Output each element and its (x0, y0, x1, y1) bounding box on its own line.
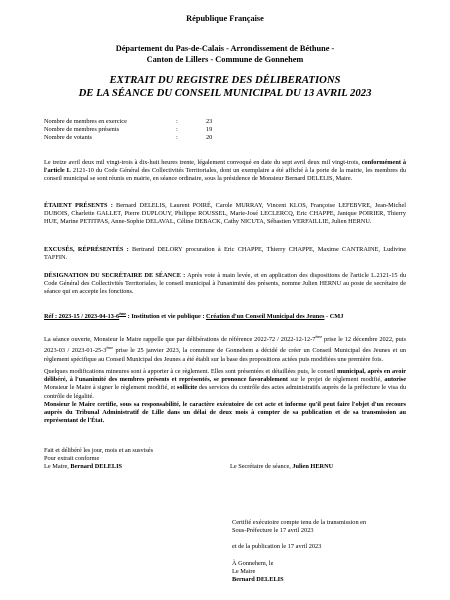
count-label: Nombre de membres en exercice (44, 118, 127, 125)
certificate-place: À Gonnehem, le (232, 559, 274, 567)
decision-text-4: des services du contrôle des actes administratifs auprès de la préfecture le visa du contrôle de légalité. (44, 384, 406, 400)
count-row-present (44, 126, 226, 134)
decision-solicit: sollicite (176, 384, 198, 392)
recall-text-2: prise le 12 décembre 2022, puis 2023-03 / 2023-01-25-3 (44, 336, 406, 355)
count-label: Nombre de votants (44, 134, 92, 141)
reference-line (44, 310, 406, 321)
department-line-2: Canton de Lillers - Commune de Gonnehem (146, 55, 304, 64)
certificate-role: Le Maire (232, 567, 256, 575)
count-separator: : (176, 118, 178, 125)
recall-sup-2: ème (106, 345, 114, 351)
count-value: 23 (206, 118, 213, 125)
recall-text-3: prise le 25 janvier 2023, la commune de Gonnehem a décidé de créer un Conseil Municipal des Jeunes et un règlement spécifique au Conseil Municipal des Jeunes a été établi sur la base des propositions actées puis modifiées une première fois. (44, 347, 406, 363)
secretary-prefix: Le Secrétaire de séance, (230, 463, 293, 470)
excused-paragraph (44, 246, 406, 262)
recall-sup-1: ème (315, 334, 323, 339)
secretary-label: DÉSIGNATION DU SECRÉTAIRE DE SÉANCE : (44, 272, 186, 279)
certificate-signatory: Bernard DELELIS (232, 576, 284, 584)
department-heading (0, 43, 450, 65)
mayor-name: Bernard DELELIS (70, 463, 123, 471)
count-separator: : (176, 126, 178, 133)
executory-certificate (232, 519, 366, 584)
executory-certification: Monsieur le Maire certifie, sous sa responsabilité, le caractère exécutoire de cet acte et informe qu'il peut faire l'objet d'un recours auprès du Tribunal Administratif de Lille dans un délai de deux mois à compter de sa publication et de sa transmission au représentant de l'État. (44, 400, 406, 425)
document-title (0, 74, 450, 100)
intro-text-end: 2121-10 du Code Général des Collectivités Territoriales, dont un exemplaire a été affiché à la porte de la mairie, les membres du conseil municipal se sont réunis en mairie, en séance ordinaire, sous la présidence de Monsieur Bernard DELELIS, Maire. (44, 167, 406, 183)
secretary-text: Après vote à main levée, et en application des dispositions de l'article L.2121-15 du Code Général des Collectivités Territoriales, le conseil municipal à l'unanimité des présents, nomme Julien HERNU au poste de secrétaire de séance qui en accepte les fonctions. (44, 272, 406, 296)
closing-block (44, 447, 153, 472)
title-line-2: DE LA SÉANCE DU CONSEIL MUNICIPAL DU 13 AVRIL 2023 (78, 87, 372, 99)
reference-category: : Institution et vie publique : (126, 313, 207, 321)
member-counts (44, 118, 226, 142)
intro-bold: conformément à l'article L (44, 159, 406, 175)
secretary-name: Julien HERNU (292, 463, 334, 470)
decision-text: Quelques modifications mineures sont à apporter à ce règlement. Elles sont présentées et détaillées puis, le conseil (44, 368, 338, 375)
spacer (232, 535, 366, 543)
intro-paragraph (44, 159, 406, 184)
count-row-voters (44, 134, 226, 142)
decision-text-2: sur le projet de règlement modifié, (288, 376, 385, 384)
secretary-paragraph (44, 272, 406, 297)
certificate-line-3: et de la publication le 17 avril 2023 (232, 543, 322, 551)
spacer (232, 552, 366, 560)
certificate-line-1: Certifié exécutoire compte tenu de la transmission en (232, 519, 367, 526)
count-value: 19 (206, 126, 213, 133)
count-label: Nombre de membres présents (44, 126, 120, 133)
decision-authorise: autorise (384, 376, 406, 384)
presents-paragraph (44, 202, 406, 227)
closing-line-2: Pour extrait conforme (44, 455, 100, 463)
certificate-line-2: Sous-Préfecture le 17 avril 2023 (232, 527, 314, 535)
reference-subject: Création d'un Conseil Municipal des Jeunes (206, 313, 325, 321)
mayor-signature-line (44, 463, 153, 471)
decision-text-3: Monsieur le Maire à signer le règlement modifié, et (44, 384, 177, 392)
presents-label: ÉTAIENT PRÉSENTS : (44, 202, 113, 209)
department-line-1: Département du Pas-de-Calais - Arrondissement de Béthune - (115, 44, 335, 53)
count-separator: : (176, 134, 178, 141)
count-row-in-office (44, 118, 226, 126)
excused-label: EXCUSÉS, RÉPRÉSENTÉS : (44, 246, 129, 253)
republic-heading: République Française (186, 14, 264, 23)
recall-paragraph (44, 333, 406, 364)
secretary-signature-line (230, 463, 333, 470)
reference-number: Réf : 2023-15 / 2023-04-13-6 (44, 313, 120, 321)
reference-sup: ème (119, 311, 127, 316)
count-value: 20 (206, 134, 213, 141)
title-line-1: EXTRAIT DU REGISTRE DES DÉLIBERATIONS (109, 74, 341, 86)
closing-line-1: Fait et délibéré les jour, mois et an susvisés (44, 447, 154, 454)
recall-text: La séance ouverte, Monsieur le Maire rappelle que par délibérations de référence 2022-72 / 2022-12-12-7 (44, 336, 316, 344)
mayor-prefix: Le Maire, (44, 463, 71, 471)
presents-list: Bernard DELELIS, Laurent POIRÉ, Carole MURRAY, Vincent KLOS, Françoise LEFEBVRE, Jean-Michel DUBOIS, Charlette GALLET, Pierre DUPLOUY, Philippe ROUSSEL, Marie-José LECLERCQ, Eric CHAPPE, Janique POIRIER, Thierry HUE, Marine PETITPAS, Anne-Sophie DELAVAL, Céline DEBACK, Cathy NICUTA, Sébastien VERFAILLIE, Julien HERNU. (44, 202, 406, 226)
excused-list: Bertrand DELORY procuration à Eric CHAPPE, Thierry CHAPPE, Maxime CANTRAINE, Ludivine TAFFIN. (44, 246, 406, 262)
decision-paragraph (44, 368, 406, 425)
decision-vote: municipal, après en avoir délibéré, à l'unanimité des membres présents et représentés, se prononce favorablement (44, 368, 406, 384)
intro-text: Le treize avril deux mil vingt-trois à dix-huit heures trente, légalement convoqué en date du sept avril deux mil vingt-trois, (44, 159, 362, 166)
reference-suffix: - CMJ (324, 313, 344, 321)
